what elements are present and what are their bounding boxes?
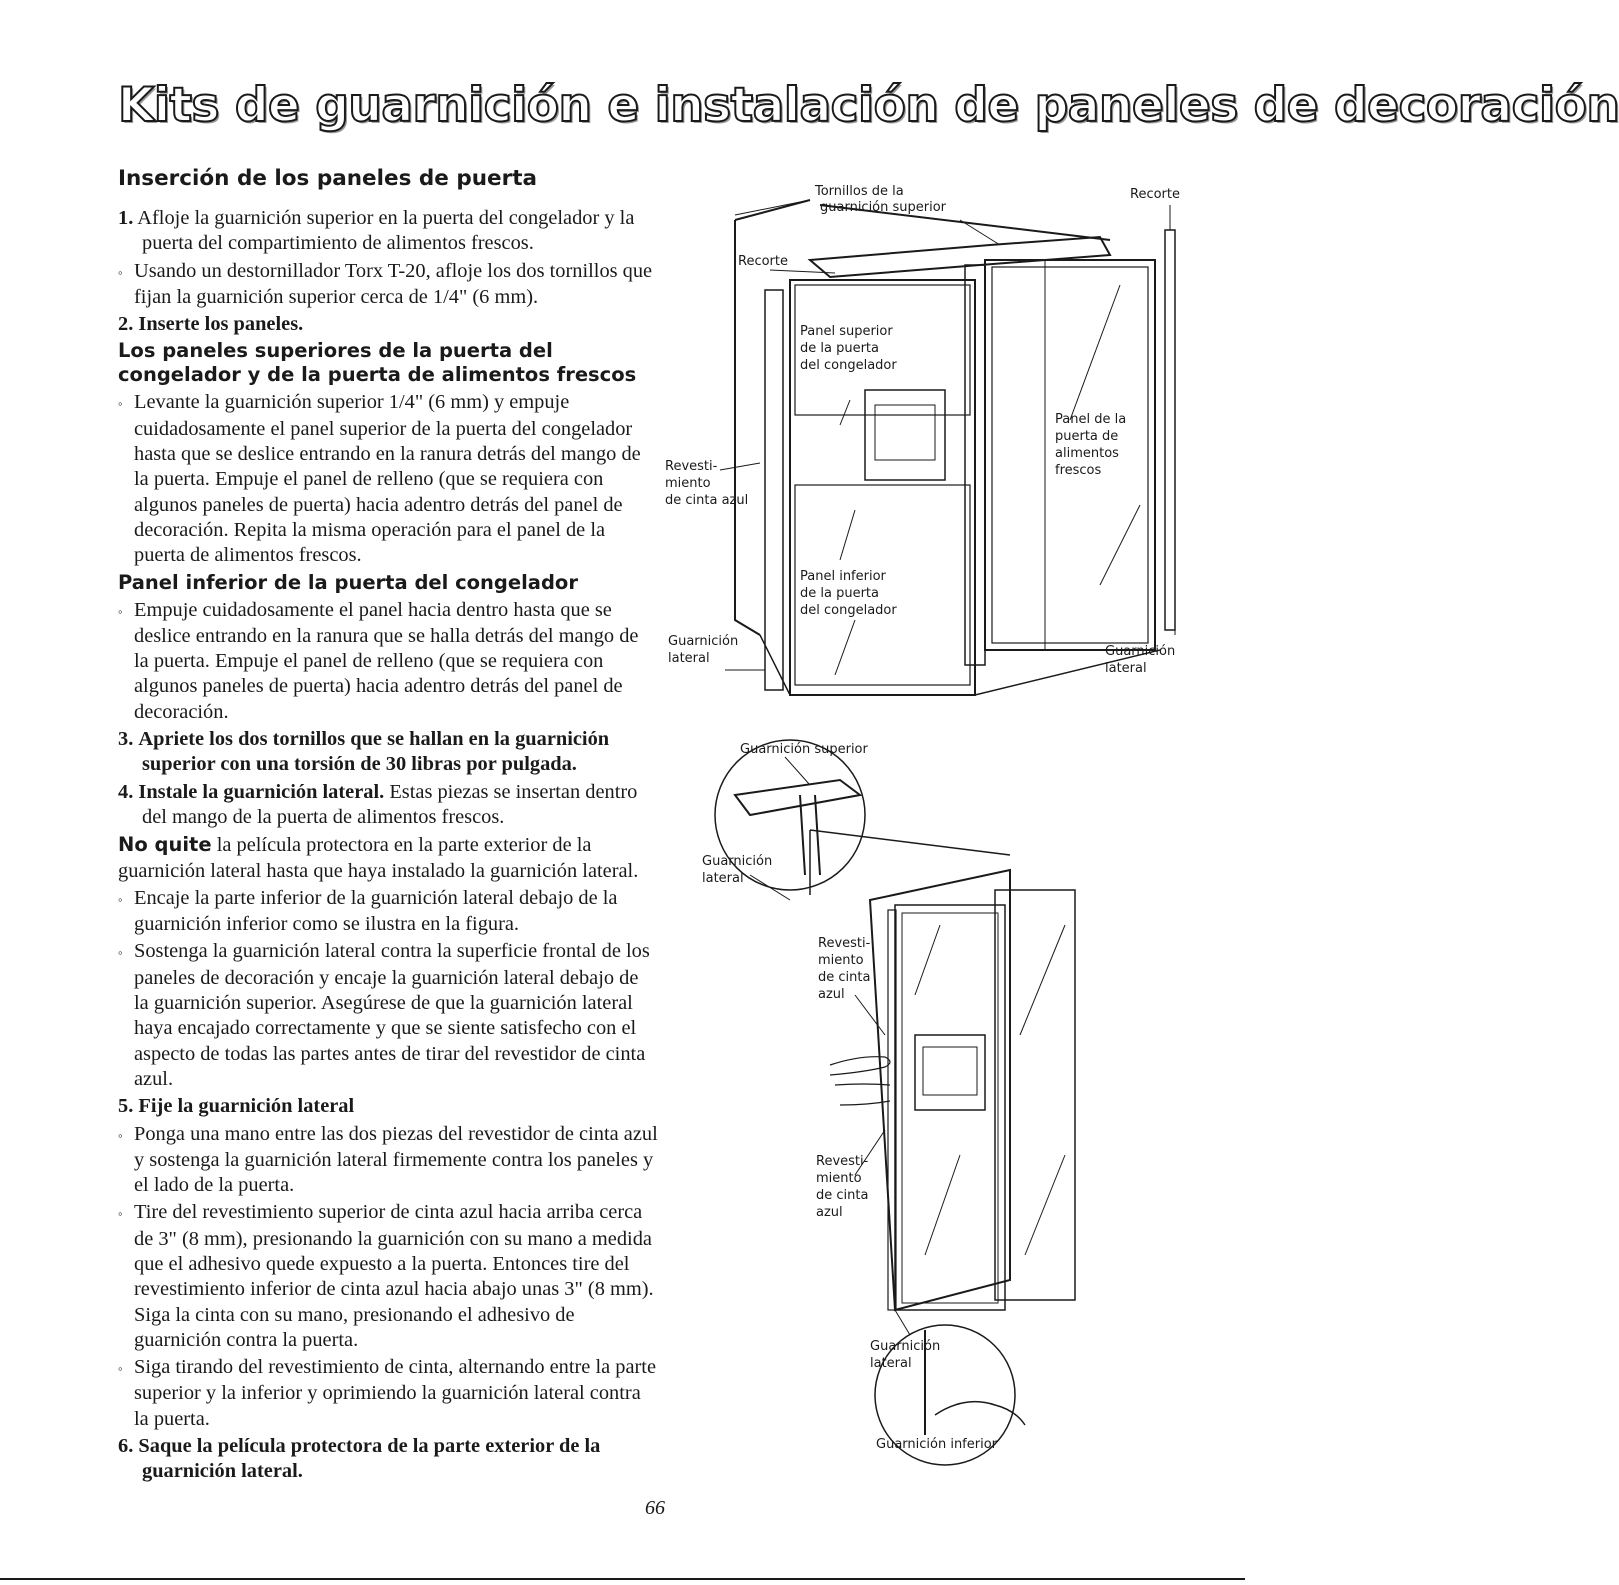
bullet-icon: ◦ bbox=[118, 264, 123, 280]
step-text: Estas piezas se insertan dentro del mango de la puerta de alimentos frescos. bbox=[142, 780, 638, 828]
instructions-column bbox=[118, 166, 658, 1487]
label-side-trim: lateral bbox=[1105, 661, 1147, 676]
step-number: 6. bbox=[118, 1435, 134, 1458]
label-blue-tape-liner: azul bbox=[818, 987, 845, 1002]
step-text: Afloje la guarnición superior en la puerta del congelador y la puerta del compartimiento de alimentos frescos. bbox=[137, 207, 635, 255]
label-side-trim: lateral bbox=[668, 651, 710, 666]
bullet-icon: ◦ bbox=[118, 1206, 123, 1222]
list-item bbox=[118, 1122, 658, 1199]
label-cutout: Recorte bbox=[1130, 187, 1180, 202]
list-item bbox=[118, 1355, 658, 1432]
warning-note bbox=[118, 832, 658, 884]
label-fresh-panel: Panel de la bbox=[1055, 412, 1127, 427]
page-number: 66 bbox=[645, 1497, 665, 1519]
label-blue-tape-liner: miento bbox=[818, 953, 864, 968]
bullet-icon: ◦ bbox=[118, 1361, 123, 1377]
figure-refrigerator-panels bbox=[660, 165, 1220, 710]
step-number: 1. bbox=[118, 207, 134, 229]
label-upper-panel: Panel superior bbox=[800, 324, 893, 339]
list-item bbox=[118, 598, 658, 725]
label-side-trim: Guarnición bbox=[668, 634, 739, 649]
bullet-icon: ◦ bbox=[118, 945, 123, 961]
list-item bbox=[118, 259, 658, 311]
label-fresh-panel: frescos bbox=[1055, 463, 1102, 478]
page-title: Kits de guarnición e instalación de paneles de decoración bbox=[118, 78, 1619, 133]
label-blue-tape-liner: de cinta bbox=[818, 970, 871, 985]
step-number: 4. bbox=[118, 780, 134, 803]
label-upper-panel: del congelador bbox=[800, 358, 897, 373]
bullet-icon: ◦ bbox=[118, 396, 123, 412]
step-number: 2. bbox=[118, 313, 134, 336]
label-blue-tape-liner: Revesti- bbox=[816, 1154, 869, 1169]
label-bottom-trim: Guarnición inferior bbox=[876, 1437, 998, 1452]
bullet-text: Empuje cuidadosamente el panel hacia dentro hasta que se deslice entrando en la ranura que se halla detrás del mango de la puerta. Empuje el panel de relleno (que se requiera con algunos paneles de puerta) hacia adentro detrás del panel de decoración. bbox=[134, 598, 639, 723]
warning-text: la película protectora en la parte exterior de la guarnición lateral hasta que haya instalado la guarnición lateral. bbox=[118, 834, 639, 882]
label-side-trim: Guarnición bbox=[870, 1339, 941, 1354]
label-lower-panel: de la puerta bbox=[800, 586, 879, 601]
label-blue-tape-liner: de cinta azul bbox=[665, 493, 749, 508]
step-number: 5. bbox=[118, 1095, 134, 1118]
label-blue-tape-liner: miento bbox=[665, 476, 711, 491]
step-number: 3. bbox=[118, 728, 134, 751]
figure-top-labels bbox=[665, 184, 1180, 676]
bullet-text: Tire del revestimiento superior de cinta azul hacia arriba cerca de 3" (8 mm), presionando la guarnición con su mano a medida que el adhesivo quede expuesto a la puerta. Entonces tire del revestimiento inferior de cinta azul hacia abajo unas 3" (8 mm). Siga la cinta con su mano, presionando el adhesivo de guarnición contra la puerta. bbox=[134, 1201, 654, 1351]
list-item bbox=[118, 1200, 658, 1353]
label-fresh-panel: alimentos bbox=[1055, 446, 1119, 461]
label-screws: Tornillos de la bbox=[815, 184, 904, 199]
label-fresh-panel: puerta de bbox=[1055, 429, 1119, 444]
step-4 bbox=[118, 780, 658, 831]
label-top-trim: Guarnición superior bbox=[740, 742, 868, 757]
label-screws: guarnición superior bbox=[820, 200, 947, 215]
step-1 bbox=[118, 206, 658, 257]
label-lower-panel: del congelador bbox=[800, 603, 897, 618]
refrigerator-panels-drawing bbox=[660, 165, 1220, 710]
label-cutout: Recorte bbox=[738, 254, 788, 269]
step-5 bbox=[118, 1094, 658, 1119]
section-heading: Inserción de los paneles de puerta bbox=[118, 166, 537, 191]
subheading-lower-panel: Panel inferior de la puerta del congelador bbox=[118, 570, 578, 594]
step-text: Fije la guarnición lateral bbox=[138, 1095, 355, 1118]
bullet-text: Levante la guarnición superior 1/4" (6 mm) y empuje cuidadosamente el panel superior de la puerta del congelador hasta que se deslice entrando en la ranura detrás del mango de la puerta. Empuje el panel de relleno (que se requiera con algunos paneles de puerta) hacia adentro detrás del panel de decoración. Repita la misma operación para el panel de la puerta de alimentos frescos. bbox=[134, 391, 641, 567]
bullet-text: Sostenga la guarnición lateral contra la superficie frontal de los paneles de decoración y encaje la guarnición lateral debajo de la guarnición superior. Asegúrese de que la guarnición lateral haya encajado correctamente y que se siente satisfecho con el aspecto de todas las partes antes de tirar del revestidor de cinta azul. bbox=[134, 940, 650, 1090]
step-text: Apriete los dos tornillos que se hallan en la guarnición superior con una torsión de 30 libras por pulgada. bbox=[138, 728, 610, 776]
label-blue-tape-liner: Revesti- bbox=[818, 936, 871, 951]
label-side-trim: Guarnición bbox=[702, 854, 773, 869]
step-2 bbox=[118, 312, 658, 337]
warning-lead: No quite bbox=[118, 833, 212, 857]
bullet-icon: ◦ bbox=[118, 603, 123, 619]
label-blue-tape-liner: de cinta bbox=[816, 1188, 869, 1203]
step-text: Saque la película protectora de la parte exterior de la guarnición lateral. bbox=[138, 1435, 601, 1483]
side-trim-drawing bbox=[690, 735, 1090, 1475]
list-item bbox=[118, 939, 658, 1092]
subheading-upper-panels: Los paneles superiores de la puerta del congelador y de la puerta de alimentos frescos bbox=[118, 339, 637, 387]
label-upper-panel: de la puerta bbox=[800, 341, 879, 356]
figure-side-trim-install bbox=[690, 735, 1090, 1475]
label-blue-tape-liner: Revesti- bbox=[665, 459, 718, 474]
bullet-text: Siga tirando del revestimiento de cinta, alternando entre la parte superior y la inferior y oprimiendo la guarnición lateral contra la puerta. bbox=[134, 1356, 657, 1430]
label-side-trim: lateral bbox=[870, 1356, 912, 1371]
bullet-text: Usando un destornillador Torx T-20, afloje los dos tornillos que fijan la guarnición superior cerca de 1/4" (6 mm). bbox=[134, 259, 653, 308]
label-blue-tape-liner: miento bbox=[816, 1171, 862, 1186]
step-text: Inserte los paneles. bbox=[138, 313, 304, 336]
bullet-text: Encaje la parte inferior de la guarnición lateral debajo de la guarnición inferior como se ilustra en la figura. bbox=[134, 886, 618, 936]
bottom-rule bbox=[0, 1578, 1245, 1580]
step-6 bbox=[118, 1434, 658, 1485]
bullet-icon: ◦ bbox=[118, 891, 123, 907]
step-3 bbox=[118, 727, 658, 778]
list-item bbox=[118, 390, 658, 568]
label-side-trim: Guarnición bbox=[1105, 644, 1176, 659]
step-bold-text: Instale la guarnición lateral. bbox=[138, 780, 385, 803]
list-item bbox=[118, 886, 658, 938]
label-lower-panel: Panel inferior bbox=[800, 569, 886, 584]
bullet-icon: ◦ bbox=[118, 1127, 123, 1143]
bullet-text: Ponga una mano entre las dos piezas del revestidor de cinta azul y sostenga la guarnición lateral firmemente contra los paneles y el lado de la puerta. bbox=[134, 1122, 658, 1197]
label-blue-tape-liner: azul bbox=[816, 1205, 843, 1220]
label-side-trim: lateral bbox=[702, 871, 744, 886]
